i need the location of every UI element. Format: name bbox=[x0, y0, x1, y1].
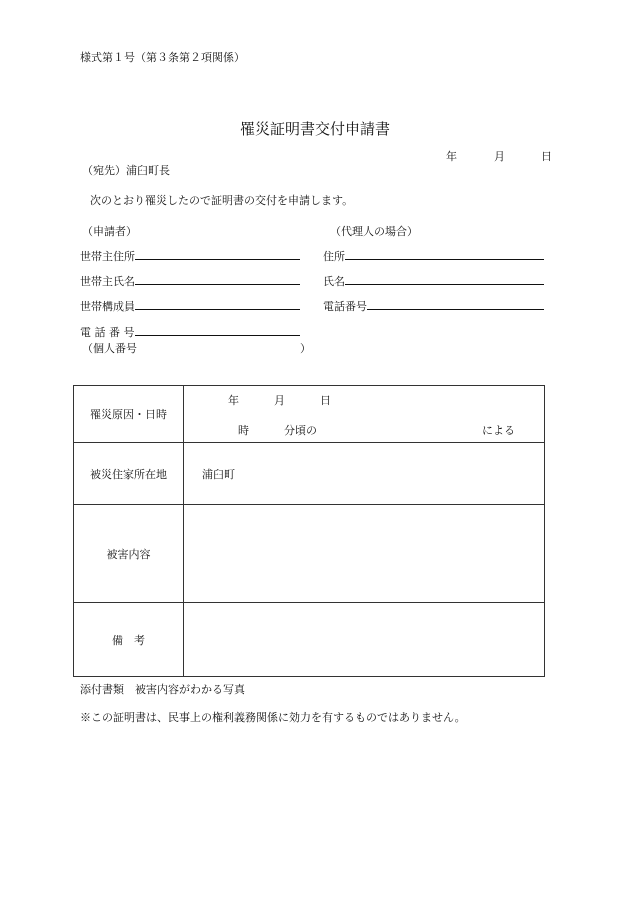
attachment-text: 添付書類 被害内容がわかる写真 bbox=[80, 683, 245, 696]
applicant-name-row bbox=[80, 272, 300, 289]
applicant-address-field[interactable] bbox=[135, 247, 300, 260]
cause-hour: 時 bbox=[238, 424, 249, 437]
note-text: ※この証明書は、民事上の権利義務関係に効力を有するものではありません。 bbox=[80, 711, 466, 724]
date-year-label: 年 bbox=[446, 150, 457, 163]
applicant-members-field[interactable] bbox=[135, 297, 300, 310]
table-row bbox=[74, 505, 545, 603]
page-title: 罹災証明書交付申請書 bbox=[239, 120, 390, 138]
damage-label: 被害内容 bbox=[74, 505, 184, 603]
agent-phone-row bbox=[323, 297, 544, 314]
date-day-label: 日 bbox=[541, 150, 552, 163]
applicant-heading: （申請者） bbox=[82, 225, 137, 238]
table-row bbox=[74, 603, 545, 677]
agent-heading: （代理人の場合） bbox=[330, 225, 418, 238]
applicant-address-row bbox=[80, 247, 300, 264]
applicant-address-label: 世帯主住所 bbox=[80, 250, 135, 263]
addressee: （宛先）浦臼町長 bbox=[82, 164, 170, 177]
agent-name-row bbox=[323, 272, 544, 289]
agent-phone-field[interactable] bbox=[367, 297, 544, 310]
applicant-name-label: 世帯主氏名 bbox=[80, 275, 135, 288]
table-row bbox=[74, 443, 545, 505]
agent-name-label: 氏名 bbox=[323, 275, 345, 288]
cause-cell[interactable] bbox=[184, 386, 545, 443]
applicant-name-field[interactable] bbox=[135, 272, 300, 285]
cause-minute: 分頃の bbox=[284, 424, 317, 437]
remarks-label: 備 考 bbox=[74, 603, 184, 677]
applicant-phone-row bbox=[80, 323, 300, 340]
date-month-label: 月 bbox=[494, 150, 505, 163]
applicant-phone-label: 電 話 番 号 bbox=[80, 326, 135, 339]
intro-text: 次のとおり罹災したので証明書の交付を申請します。 bbox=[90, 194, 354, 207]
table-row bbox=[74, 386, 545, 443]
location-value[interactable]: 浦臼町 bbox=[184, 443, 545, 505]
agent-phone-label: 電話番号 bbox=[323, 300, 367, 313]
damage-field[interactable] bbox=[184, 505, 545, 603]
applicant-phone-field[interactable] bbox=[135, 323, 300, 336]
form-number: 様式第１号（第３条第２項関係） bbox=[80, 51, 245, 64]
agent-address-label: 住所 bbox=[323, 250, 345, 263]
applicant-members-row bbox=[80, 297, 300, 314]
agent-address-row bbox=[323, 247, 544, 264]
cause-day: 日 bbox=[320, 394, 331, 407]
disaster-info-table bbox=[73, 385, 545, 677]
cause-by: による bbox=[482, 424, 515, 437]
remarks-field[interactable] bbox=[184, 603, 545, 677]
mynumber-close: ） bbox=[300, 342, 311, 355]
cause-year: 年 bbox=[228, 394, 239, 407]
applicant-members-label: 世帯構成員 bbox=[80, 300, 135, 313]
location-label: 被災住家所在地 bbox=[74, 443, 184, 505]
mynumber-label: （個人番号 bbox=[82, 342, 137, 355]
cause-month: 月 bbox=[274, 394, 285, 407]
agent-address-field[interactable] bbox=[345, 247, 544, 260]
cause-label: 罹災原因・日時 bbox=[74, 386, 184, 443]
agent-name-field[interactable] bbox=[345, 272, 544, 285]
